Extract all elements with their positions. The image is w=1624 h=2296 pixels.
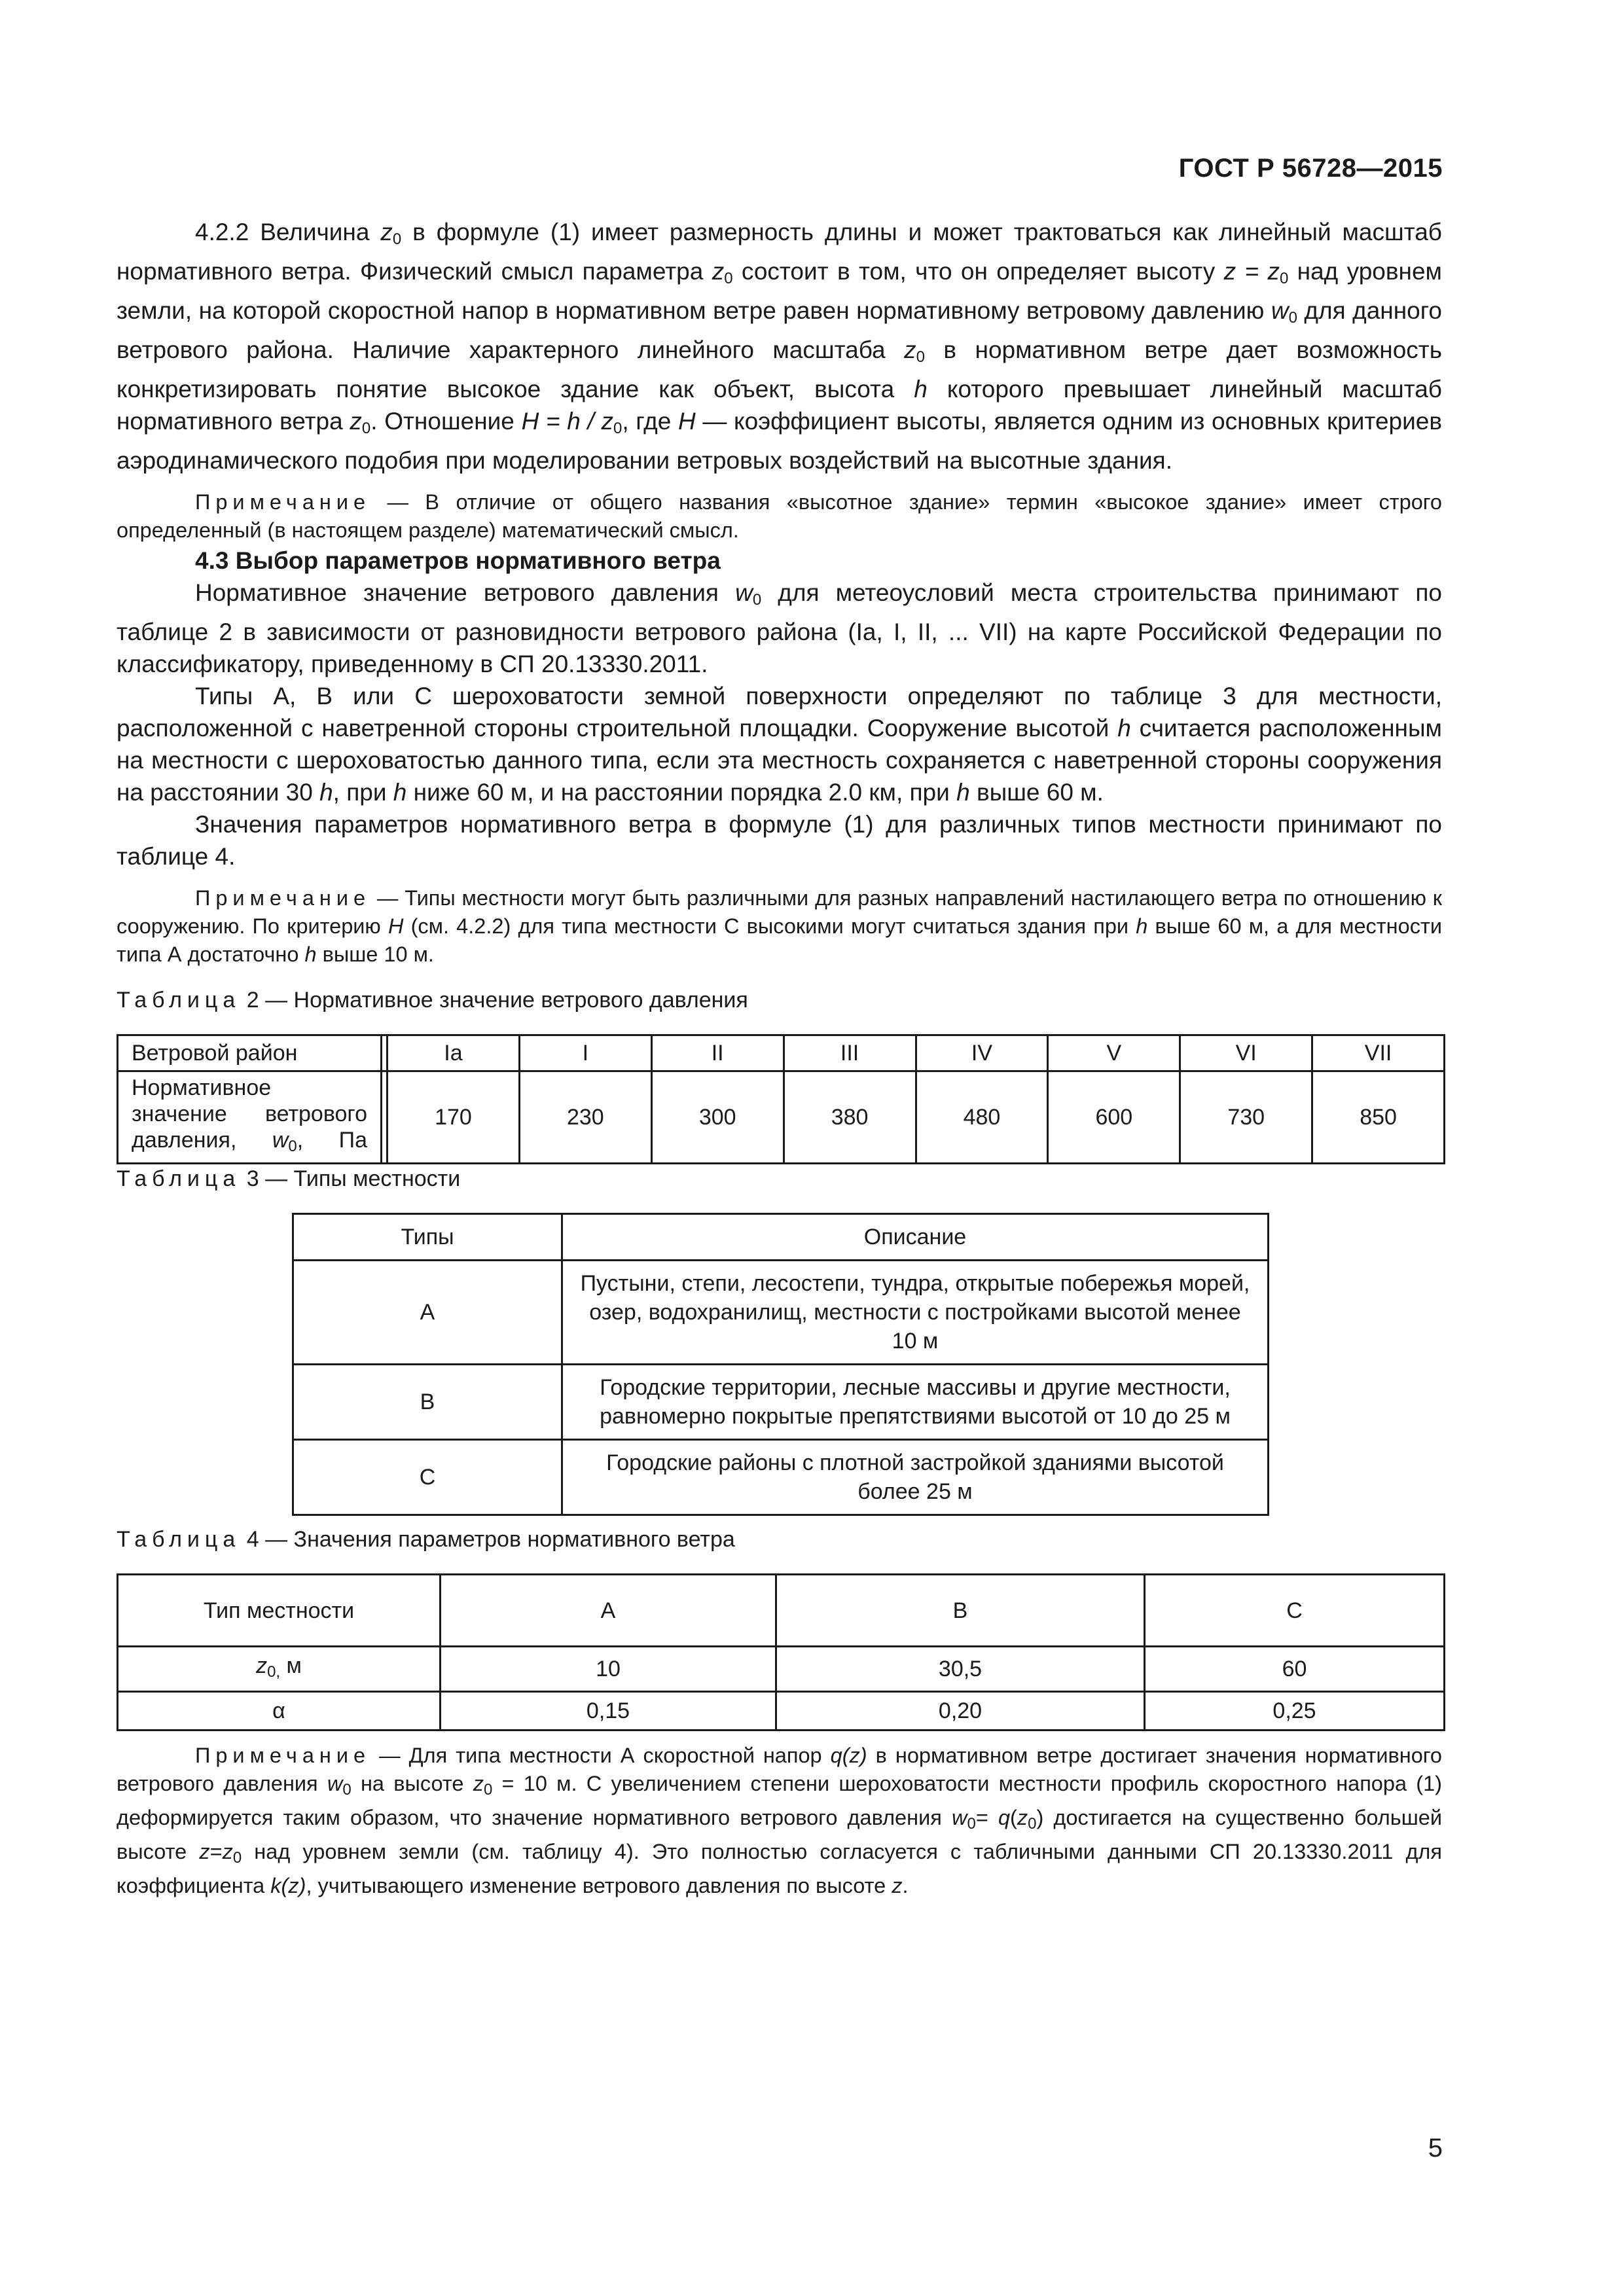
table-cell: 10 xyxy=(441,1647,776,1692)
table-cell: В xyxy=(293,1365,562,1440)
table-2-row-head: Ветровой район xyxy=(118,1035,382,1071)
table-header-cell: А xyxy=(441,1575,776,1647)
table-divider xyxy=(382,1071,388,1164)
table-row xyxy=(118,1071,1445,1164)
note-3: Примечание — Для типа местности А скоростной напор q(z) в нормативном ветре достигает значения нормативного ветрового давления $w_0$ на высоте $z_0 = 10$ м. С увеличением степени шероховатости местности профиль скоростного напора (1) деформируется таким образом, что значение нормативного ветрового давления $w_0= q(z_0)$ достигается на существенно большей высоте $z=z_0$ над уровнем земли (см. таблицу 4). Это полностью согласуется с табличными данными СП 20.13330.2011 для коэффициента k(z), учитывающего изменение ветрового давления по высоте z. xyxy=(117,1744,1442,1897)
table-header-cell: В xyxy=(776,1575,1145,1647)
table-cell: 480 xyxy=(916,1071,1048,1164)
table-row xyxy=(118,1575,1445,1647)
table-cell: С xyxy=(293,1440,562,1515)
table-cell: 230 xyxy=(519,1071,651,1164)
table-row xyxy=(118,1035,1445,1071)
page-content xyxy=(117,216,1442,1900)
table-row xyxy=(118,1647,1445,1692)
table-header-cell: Тип местности xyxy=(118,1575,441,1647)
table-cell: Городские районы с плотной застройкой зданиями высотой более 25 м xyxy=(562,1440,1269,1515)
table-cell: 300 xyxy=(651,1071,784,1164)
table-row xyxy=(293,1214,1269,1261)
table-row xyxy=(293,1261,1269,1365)
table-cell: 380 xyxy=(784,1071,916,1164)
table-cell: II xyxy=(651,1035,784,1071)
paragraph-4-3-2: Типы А, В или С шероховатости земной поверхности определяют по таблице 3 для местности, расположенной с наветренной стороны строительной площадки. Сооружение высотой h считается расположенным на местности с шероховатостью данного типа, если эта местность сохраняется с наветренной стороны сооружения на расстоянии 30 h, при h ниже 60 м, и на расстоянии порядка 2.0 км, при h выше 60 м. xyxy=(117,683,1442,806)
table-cell: IV xyxy=(916,1035,1048,1071)
table-cell: 0,25 xyxy=(1145,1692,1445,1731)
table-cell: 0,15 xyxy=(441,1692,776,1731)
table-3 xyxy=(292,1213,1269,1516)
table-cell: III xyxy=(784,1035,916,1071)
page-number: 5 xyxy=(1428,2134,1443,2162)
table-cell: 30,5 xyxy=(776,1647,1145,1692)
table-2 xyxy=(117,1034,1445,1164)
note-1: Примечание — В отличие от общего названия «высотное здание» термин «высокое здание» имеет строго определенный (в настоящем разделе) математический смысл. xyxy=(117,490,1442,542)
table-cell: 60 xyxy=(1145,1647,1445,1692)
paragraph-4-3-1: Нормативное значение ветрового давления $w_0$ для метеоусловий места строительства принимают по таблице 2 в зависимости от разновидности ветрового района (Ia, I, II, ... VII) на карте Российской Федерации по классификатору, приведенному в СП 20.13330.2011. xyxy=(117,579,1442,677)
table-cell: VI xyxy=(1180,1035,1312,1071)
table-row xyxy=(293,1440,1269,1515)
table-cell: 850 xyxy=(1312,1071,1445,1164)
table-cell: VII xyxy=(1312,1035,1445,1071)
table-cell: 600 xyxy=(1048,1071,1180,1164)
section-heading-4-3: 4.3 Выбор параметров нормативного ветра xyxy=(195,547,721,574)
table-cell: 0,20 xyxy=(776,1692,1145,1731)
table-header-cell: Описание xyxy=(562,1214,1269,1261)
table-cell: V xyxy=(1048,1035,1180,1071)
table-cell: I xyxy=(519,1035,651,1071)
table-cell: 730 xyxy=(1180,1071,1312,1164)
table-row-label: $z_{0,}$ м xyxy=(118,1647,441,1692)
table-4-caption: Таблица 4 — Значения параметров нормативного ветра xyxy=(117,1527,735,1552)
document-id: ГОСТ Р 56728—2015 xyxy=(1178,154,1443,183)
table-2-caption: Таблица 2 — Нормативное значение ветрового давления xyxy=(117,988,748,1013)
table-cell: Пустыни, степи, лесостепи, тундра, открытые побережья морей, озер, водохранилищ, местности с постройками высотой менее 10 м xyxy=(562,1261,1269,1365)
table-divider xyxy=(382,1035,388,1071)
table-header-cell: С xyxy=(1145,1575,1445,1647)
table-cell: Городские территории, лесные массивы и другие местности, равномерно покрытые препятствиями высотой от 10 до 25 м xyxy=(562,1365,1269,1440)
table-3-caption: Таблица 3 — Типы местности xyxy=(117,1166,461,1191)
table-cell: А xyxy=(293,1261,562,1365)
paragraph-4-2-2: 4.2.2 Величина $z_0$ в формуле (1) имеет размерность длины и может трактоваться как линейный масштаб нормативного ветра. Физический смысл параметра $z_0$ состоит в том, что он определяет высоту $z = z_0$ над уровнем земли, на которой скоростной напор в нормативном ветре равен нормативному ветровому давлению $w_0$ для данного ветрового района. Наличие характерного линейного масштаба $z_0$ в нормативном ветре дает возможность конкретизировать понятие высокое здание как объект, высота h которого превышает линейный масштаб нормативного ветра $z_0$. Отношение $H = h / z_0$, где H — коэффициент высоты, является одним из основных критериев аэродинамического подобия при моделировании ветровых воздействий на высотные здания. xyxy=(117,219,1443,474)
table-cell: 170 xyxy=(388,1071,520,1164)
paragraph-4-3-3: Значения параметров нормативного ветра в формуле (1) для различных типов местности принимают по таблице 4. xyxy=(117,811,1442,870)
note-2: Примечание — Типы местности могут быть различными для разных направлений настилающего ветра по отношению к сооружению. По критерию H (см. 4.2.2) для типа местности С высокими могут считаться здания при h выше 60 м, а для местности типа А достаточно h выше 10 м. xyxy=(117,886,1442,966)
table-cell: Ia xyxy=(388,1035,520,1071)
table-row-label: α xyxy=(118,1692,441,1731)
table-4 xyxy=(117,1573,1445,1731)
table-2-row-head: Нормативное значение ветрового давления, $w_0$, Па xyxy=(118,1071,382,1164)
table-header-cell: Типы xyxy=(293,1214,562,1261)
table-row xyxy=(293,1365,1269,1440)
table-row xyxy=(118,1692,1445,1731)
